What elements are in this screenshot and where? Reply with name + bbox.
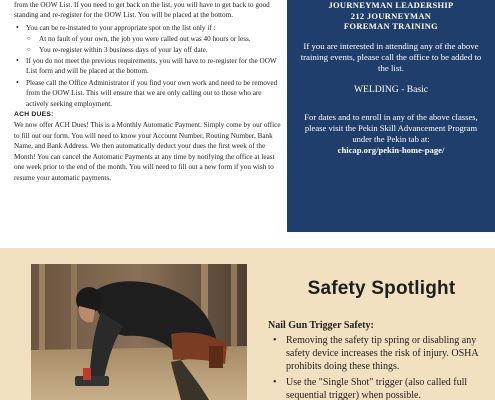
training-panel	[287, 0, 495, 232]
oow-sub-bullet: ○ You re-register within 3 business days of your lay off date.	[26, 45, 286, 55]
training-heading: FOREMAN TRAINING	[343, 21, 439, 31]
safety-list	[270, 334, 490, 400]
oow-bullet-text: You can be re-instated to your appropriate spot on the list only if :	[26, 23, 216, 32]
oow-bullet-list	[14, 23, 286, 109]
oow-bullet: • If you do not meet the previous requirements, you will have to re-register for the OOW List form and will be placed at the bottom.	[14, 56, 286, 77]
enroll-text: For dates and to enroll in any of the above classes, please visit the Pekin Skill Advancement Program under the Pekin tab at:	[304, 111, 478, 145]
safety-spotlight-section	[0, 248, 495, 400]
training-heading: 212 JOURNEYMAN	[350, 10, 432, 21]
ach-heading: ACH DUES:	[14, 111, 54, 119]
oow-sub-bullet: ○ At no fault of your own, the job you were called out was 40 hours or less.	[26, 34, 286, 44]
oow-bullet	[14, 23, 286, 55]
safety-item: • Use the "Single Shot" trigger (also called full sequential trigger) when possible.	[270, 376, 490, 400]
safety-spotlight-title: Safety Spotlight	[307, 278, 456, 299]
safety-item: • Removing the safety tip spring or disabling any safety device increases the risk of injury. OSHA prohibits doing these things.	[270, 334, 490, 373]
ach-body: We now offer ACH Dues! This is a Monthly Automatic Payment. Simply come by our office to fill out our form. You will need to know your Account Number, Routing Number, Bank Name, and Bank Address. We then automatically deduct your dues the first week of the Month! You can cancel the Automatic Payments at any time by notifying the office at least one week prior to the end of the month. You will need to fill out a new form if you wish to resume your automatic payments.	[14, 121, 281, 182]
oow-sub-list	[26, 34, 286, 55]
oow-column	[14, 0, 286, 183]
training-interest-text: If you are interested in attending any of the above training events, please call the office to be added to the list.	[300, 40, 482, 74]
oow-bullet: • Please call the Office Administrator if you find your own work and need to be removed from the OOW List. This will ensure that we are only calling out to those who are actively seeking employment.	[14, 78, 286, 109]
training-heading: JOURNEYMAN LEADERSHIP	[328, 0, 454, 10]
safety-subtitle: Nail Gun Trigger Safety:	[268, 320, 374, 331]
worker-nail-gun-photo	[31, 264, 247, 400]
worker-photo-illustration	[31, 264, 247, 400]
welding-course: WELDING - Basic	[353, 83, 429, 95]
pekin-link[interactable]: chicap.org/pekin-home-page/	[337, 145, 445, 156]
oow-intro: from the OOW List. If you need to get back on the list, you will have to get back to good standing and re-register for the OOW List. You will be placed at the bottom.	[14, 1, 270, 20]
